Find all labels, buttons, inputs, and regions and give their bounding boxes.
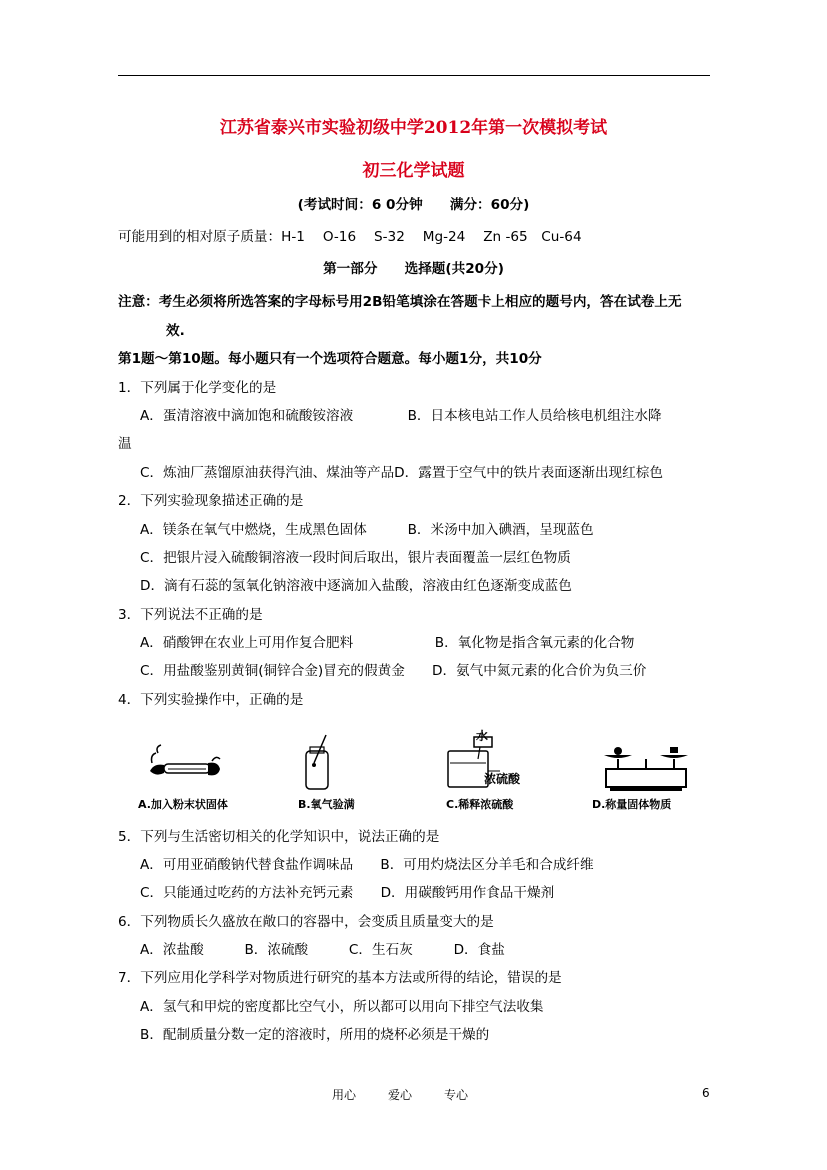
figure-b-oxygen bbox=[296, 733, 340, 793]
question-stem: 1．下列属于化学变化的是 bbox=[118, 380, 277, 396]
notice-line-2: 效. bbox=[166, 323, 185, 339]
exam-title: 江苏省泰兴市实验初级中学2012年第一次模拟考试 bbox=[219, 118, 608, 138]
question-stem: 3．下列说法不正确的是 bbox=[118, 607, 263, 623]
question-option: C．炼油厂蒸馏原油获得汽油、煤油等产品D．露置于空气中的铁片表面逐渐出现红棕色 bbox=[140, 465, 663, 481]
question-option: D．滴有石蕊的氢氧化钠溶液中逐滴加入盐酸，溶液由红色逐渐变成蓝色 bbox=[140, 578, 572, 594]
footer-motto-3: 专心 bbox=[444, 1088, 469, 1102]
question-option: A．浓盐酸 B．浓硫酸 C．生石灰 D．食盐 bbox=[140, 942, 505, 958]
instruction: 第1题～第10题。每小题只有一个选项符合题意。每小题1分，共10分 bbox=[118, 351, 542, 367]
section-heading: 第一部分 选择题(共20分) bbox=[323, 261, 504, 277]
question-option: C．用盐酸鉴别黄铜(铜锌合金)冒充的假黄金 D．氨气中氮元素的化合价为负三价 bbox=[140, 663, 647, 679]
question-option: A．可用亚硝酸钠代替食盐作调味品 B．可用灼烧法区分羊毛和合成纤维 bbox=[140, 857, 594, 873]
footer-motto-2: 爱心 bbox=[388, 1088, 413, 1102]
question-stem: 2．下列实验现象描述正确的是 bbox=[118, 493, 304, 509]
question-option: C．只能通过吃药的方法补充钙元素 D．用碳酸钙用作食品干燥剂 bbox=[140, 885, 555, 901]
exam-subtitle: 初三化学试题 bbox=[362, 161, 465, 181]
page-number: 6 bbox=[702, 1086, 710, 1100]
header-rule bbox=[118, 75, 710, 76]
question-stem: 6．下列物质长久盛放在敞口的容器中，会变质且质量变大的是 bbox=[118, 914, 494, 930]
question-option: A．氢气和甲烷的密度都比空气小，所以都可以用向下排空气法收集 bbox=[140, 999, 544, 1015]
atomic-masses: 可能用到的相对原子质量：H-1 O-16 S-32 Mg-24 Zn -65 Cu-64 bbox=[118, 229, 582, 245]
figure-d-caption: D.称量固体物质 bbox=[592, 798, 672, 811]
question-option: A．硝酸钾在农业上可用作复合肥料 B．氧化物是指含氧元素的化合物 bbox=[140, 635, 635, 651]
notice-line-1: 注意：考生必须将所选答案的字母标号用2B铅笔填涂在答题卡上相应的题号内，答在试卷上无 bbox=[118, 294, 682, 310]
footer-motto-1: 用心 bbox=[332, 1088, 357, 1102]
question-option: A．蛋清溶液中滴加饱和硫酸铵溶液 B．日本核电站工作人员给核电机组注水降 bbox=[140, 408, 662, 424]
figure-c-label-water: 水 bbox=[476, 729, 489, 743]
question-stem: 5．下列与生活密切相关的化学知识中，说法正确的是 bbox=[118, 829, 440, 845]
exam-info: (考试时间：6 0分钟 满分：60分) bbox=[297, 197, 530, 213]
question-option: B．配制质量分数一定的溶液时，所用的烧杯必须是干燥的 bbox=[140, 1027, 490, 1043]
figure-c-caption: C.稀释浓硫酸 bbox=[446, 798, 514, 811]
question-stem: 4．下列实验操作中，正确的是 bbox=[118, 692, 304, 708]
figure-a-powder bbox=[146, 733, 226, 793]
figure-c-label-acid: 浓硫酸 bbox=[484, 772, 521, 786]
figure-a-caption: A.加入粉末状固体 bbox=[138, 798, 228, 811]
question-option: C．把银片浸入硫酸铜溶液一段时间后取出，银片表面覆盖一层红色物质 bbox=[140, 550, 571, 566]
question-option: A．镁条在氧气中燃烧，生成黑色固体 B．米汤中加入碘酒，呈现蓝色 bbox=[140, 522, 594, 538]
figure-d-balance bbox=[600, 733, 692, 793]
question-stem: 7．下列应用化学科学对物质进行研究的基本方法或所得的结论，错误的是 bbox=[118, 970, 562, 986]
question-option: 温 bbox=[118, 436, 132, 452]
figure-b-caption: B.氧气验满 bbox=[298, 798, 355, 811]
